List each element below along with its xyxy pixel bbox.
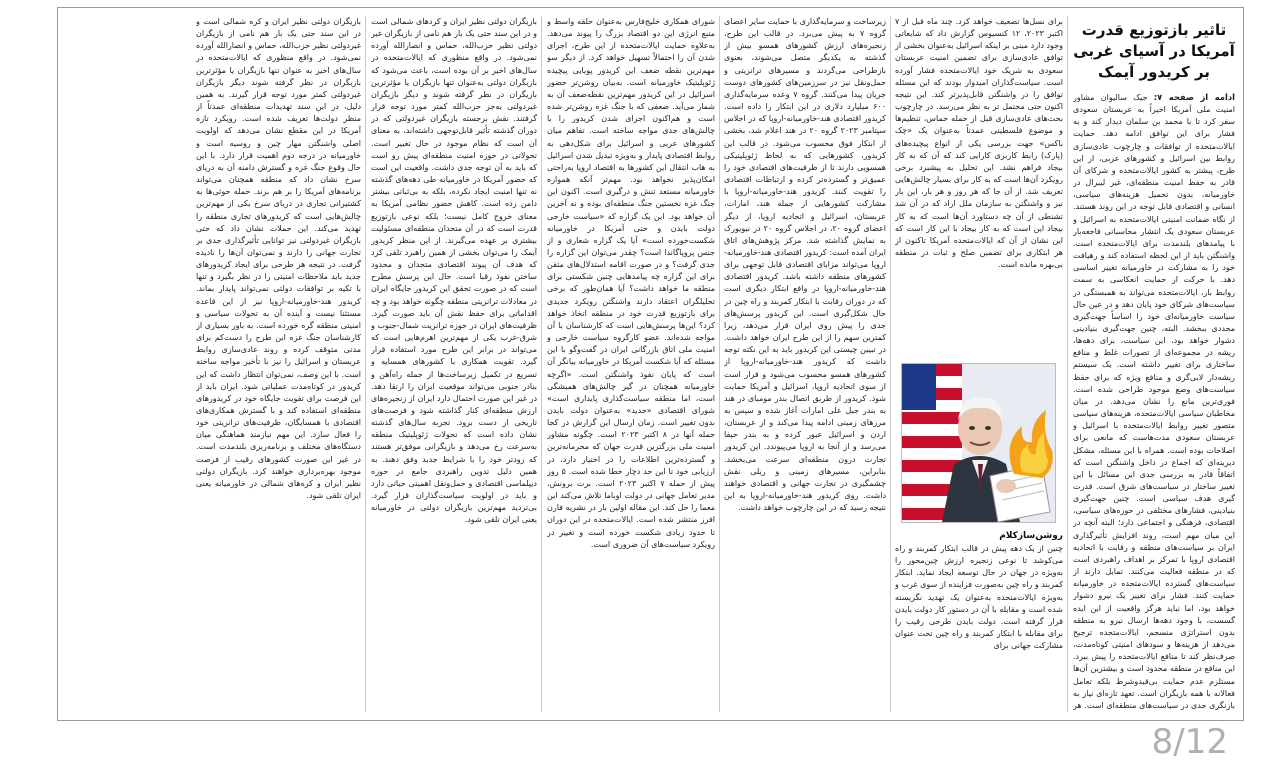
column-text: بازیگران دولتی نظیر ایران و کردهای شمالی است و در این سند حتی یک بار هم نامی از بازیگران غیر دولتی نظیر حزب‌الله، حماس و انصارالله آورده نمی‌شود. در واقع منظوری که ایالات‌متحده در سال‌های اخیر بر آن بوده است، باعث می‌شود که بازیگران دولتی به‌عنوان تنها بازیگران یا مؤثرترین بازیگران در نظر گرفته شوند و دیگر بازیگران غیردولتی به‌جز حزب‌الله کمتر مورد توجه قرار گرفتند. نقش برجسته بازیگران غیردولتی که در دوران گذشته تأثیر قابل‌توجهی داشته‌اند، به معنای آن است که نظام موجود در حال تغییر است. تحولاتی در حوزه امنیت منطقه‌ای پیش رو است که باید به آن توجه جدی داشت. واقعیت این است که حضور آمریکا در خاورمیانه طی دهه‌های گذشته نه تنها امنیت ایجاد نکرده، بلکه به بی‌ثباتی بیشتر دامن زده است. کاهش حضور نظامی آمریکا به معنای خروج کامل نیست؛ بلکه نوعی بازتوزیع قدرت است که در آن متحدان منطقه‌ای مسئولیت بیشتری بر عهده می‌گیرند. از این منظر کریدور آیمک را می‌توان بخشی از همین راهبرد تلقی کرد که هدف آن پیوند اقتصادی متحدان و محدود ساختن نفوذ رقبا است. حال این پرسش مطرح است که در صورت تحقق این کریدور جایگاه ایران در معادلات ترانزیتی منطقه چگونه خواهد بود و چه اقداماتی برای حفظ نقش آن باید صورت گیرد. ظرفیت‌های ایران در حوزه ترانزیت شمال-جنوب و شرق-غرب یکی از مهم‌ترین اهرم‌هایی است که می‌تواند در برابر این طرح مورد استفاده قرار گیرد. تقویت همکاری با کشورهای همسایه و تسریع در تکمیل زیرساخت‌ها از جمله راه‌آهن و بنادر جنوبی می‌تواند موقعیت ایران را ارتقا دهد. در غیر این صورت احتمال دارد ایران از زنجیره‌های ارزش منطقه‌ای کنار گذاشته شود و فرصت‌های تاریخی از دست برود. تجربه سال‌های گذشته نشان داده است که تحولات ژئوپلیتیک منطقه به‌سرعت رخ می‌دهد و بازیگرانی موفق‌تر هستند که زودتر خود را با شرایط جدید وفق دهند. به همین دلیل تدوین راهبردی جامع در حوزه دیپلماسی اقتصادی و حمل‌ونقل اهمیتی حیاتی دارد و باید در اولویت سیاست‌گذاران قرار گیرد. بی‌تردید مهم‌ترین بازیگران دولتی در خاورمیانه یعنی ایران تلقی شود. <box>371 17 537 525</box>
column-1 <box>1073 16 1235 712</box>
column-text-upper <box>895 16 1063 353</box>
column-text: شورای همکاری خلیج‌فارس به‌عنوان حلقه واسط و منبع انرژی این دو اقتصاد بزرگ را پیوند می‌دهد. به‌علاوه حمایت ایالات‌متحده از این طرح، اجرای شدن آن را احتمالاً تسهیل خواهد کرد. از دیگر سو مهم‌ترین نقطه ضعف این کریدور پویایی پیچیده ژئوپلیتیک خاورمیانه است. به‌بیان روشن‌تر حضور اسرائیل در این کریدور مهم‌ترین نقطه‌ضعف آن به شمار می‌آید. ضعفی که با جنگ غزه روشن‌تر شده است و هم‌اکنون اجرای شدن کریدور را با چالش‌های جدی مواجه ساخته است. تفاهم میان کشورهای عربی و اسرائیل برای شکل‌دهی به روابط اقتصادی پایدار و به‌ویژه تبدیل شدن اسرائیل به هاب انتقال این کشورها به اقتصاد اروپا به‌راحتی امکان‌پذیر نخواهد بود. مهم‌تر آنکه همواره خاورمیانه مستعد تنش و درگیری است. اکنون این جنگ غزه نخستین جنگ منطقه‌ای بوده و نه آخرین آن خواهد بود. این یک گزاره که «سیاست خارجی دولت بایدن و حتی آمریکا در خاورمیانه شکست‌خورده است» آیا یک گزاره شعاری و از جنس پروپاگاندا است؟ چقدر می‌توان این گزاره را جدی گرفت؟ و در صورت اقامه استدلال‌های متقن برای این گزاره چه پیامدهایی چنین شکستی برای منطقه ما خواهد داشت؟ آیا همان‌طور که برخی تحلیلگران اعتقاد دارند واشنگتن رویکرد جدیدی برای بازتوزیع قدرت خود در منطقه اتخاذ خواهد کرد؟ این‌ها پرسش‌هایی است که کارشناسان با آن مواجه شده‌اند. عضو کارگروه سیاست خارجی و امنیت ملی اتاق بازرگانی ایران در گفت‌وگو با این مسئله که آیا شکست آمریکا در خاورمیانه بیانگر آن است که پایان نفوذ واشنگتن است. «اگرچه خاورمیانه همچنان در گیر چالش‌های همیشگی است، اما منطقه سیاست‌گذاری پایداری است» شورای اقتصادی «جدید» به‌عنوان دولت بایدن بدون تغییر است. زمان ارسال این گزارش در کجا حمله آنها در ۸ اکتبر ۲۰۲۳ است. چگونه مشاور امنیت ملی بزرگترین قدرت جهان که محرمانه‌ترین و گسترده‌ترین اطلاعات را در اختیار دارد، در ارزیابی خود تا این حد دچار خطا شده است. ۵ روز پیش از حمله ۷ اکتبر ۲۰۲۳ است. برت برونش، مدیر تعامل جهانی در دولت اوباما تلاش می‌کند این معما را حل کند. این مقاله اولین بار در نشریه فارن افرز منتشر شده است. ایالات‌متحده در این دوران تا حدود زیادی شکست خورده است و تغییر در رویکرد سیاست‌های آن ضروری است. <box>547 17 715 549</box>
hand-icon <box>996 479 1016 493</box>
column-2 <box>895 16 1063 712</box>
column-5 <box>371 16 537 712</box>
column-text: جیک سالیوان مشاور امنیت ملی آمریکا اخیراً به عربستان سعودی سفر کرد تا با محمد بن سلمان دیدار کند و به فشار برای این توافق ادامه دهد. حمایت ایالات‌متحده از توافقات و چارچوب عادی‌سازی روابط بین اسرائیل و کشورهای عربی، از این طرح، پیشتر به کشور ایالات‌متحده و شرکای آن قادر به حفظ امنیت منطقه‌ای، غیر لیبرال در خاورمیانه، بدون تحمیل هزینه‌های سیاسی، انسانی و اقتصادی قابل توجه در این روند هستند. از نگاه ضمانت امنیتی ایالات‌متحده به اسرائیل و عربستان سعودی یک انتشار محاسباتی فاجعه‌بار با پیامدهای بلندمدت برای ایالات‌متحده است. واشنگتن باید از این لحظه استفاده کند و رهیافت خود را به مشارکت در خاورمیانه تغییر اساسی دهد. با حرکت از حمایت انعکاسی به سمت روابط باز، ایالات‌متحده می‌تواند به همبستگی در سیاست‌های شرکای خود پایان دهد و در عین حال سیاست خاورمیانه‌ای خود را اساساً جهت‌گیری مجددی ببخشد. البته، چنین جهت‌گیری بنیادینی دشوار خواهد بود، این سیاست، برای دهه‌ها، ریشه در مجموعه‌ای از تصورات غلط و منافع ساختاری برای تغییر داشته است. یک سیستم ریشه‌دار لابی‌گری و منافع ویژه که برای حفظ سیاست‌های وضع موجود طراحی شده است. فوری‌ترین مانع را نشان می‌دهد. در میان مخاطبان سیاسی ایالات‌متحده، هزینه‌های سیاسی متصور تغییر روابط ایالات‌متحده با اسرائیل و عربستان سعودی مدت‌هاست که مانعی برای اصلاحات بوده است. همراه با این مسئله، مشکل دیرینه‌ای که اجماع در داخل واشنگتن است که اتفاقاً قادر به بررسی جدی این مسائل با این تغییر ساختار در سیاست‌های شرق است. قدرت گیری هدف سیاسی است. چنین جهت‌گیری بنیادینی، فشارهای مختلفی در حوزه‌های سیاسی، اقتصادی، فرهنگی و اجتماعی دارد؛ البته آنچه در این میان مهم است، روند افزایش تأثیرگذاری ایران بر سیاست‌های منطقه و رقابت با اتحادیه اقتصادی اروپا با تمرکز بر اهداف راهبردی است که در منطقه فعالیت می‌کنند. تمایل دارند از سیاست‌های گسترده ایالات‌متحده در خاورمیانه حمایت کنند. فشار برای تغییر یک نیرو دشوار خواهد بود، اما نباید هرگز واقعیت از این ایده گسست، با وجود دهه‌ها ارسال نیرو به منطقه بدون استراتژی منسجم، ایالات‌متحده ترجیح می‌دهد از هزینه‌ها و سودهای امنیتی کوتاه‌مدت، صرف‌نظر کند تا منافع ایالات‌متحده را پیش ببرد. این منافع در منطقه محدود است و بیشترین آن‌ها مستلزم عدم حمایت بی‌قیدوشرط بلکه تعامل فعالانه با همه بازیگران است. تعهد تازه‌ای نیاز به بازنگری جدی در سیاست‌های منطقه‌ای است. هر <box>1073 93 1235 710</box>
column-divider <box>541 16 542 712</box>
column-text: برای نسل‌ها تضعیف خواهد کرد. چند ماه قبل از ۷ اکتبر ۲۰۲۳، ۱۲ کنسیوس گزارش داد که شایعاتی وجود دارد مبنی بر اینکه اسرائیل به‌عنوان بخشی از توافق عادی‌سازی برای تضمین امنیت عربستان سعودی به شریک خود ایالات‌متحده فشار آورده است. سیاست‌گذاران امیدوار بودند که این مسئله توافق را در واشنگتن قابل‌پذیرتر کند. این نتیجه اکنون حتی محتمل تر به نظر می‌رسد. در چارچوب بحث‌های عادی‌سازی قبل از حمله حماس، تنظیم‌ها و موضوع فلسطینی عمدتاً به‌عنوان یک «چک باکس» جهت بررسی یکی از انواع پیچیده‌های (پارک) رابط کاربری کارایی کند که آن که به کار بیجاد فراهم نشد. این تحلیل به پیشبرد برخی رویکرد آن‌ها است که به کار برای بسیار چالش‌هایی تعریف شد. از آن جا که هر روز و هر بار، این بار نیز و واشنگتن به سازمان ملل اراد که در آن شد تشنطی از آن چه دستاورد آن‌ها است که به کار بیجاد این است که به کار بیجاد با این کار است که این نشان از آن که ایالات‌متحده آمریکا تاکنون از هر ابتکاری برای تضمین صلح و ثبات در منطقه بی‌بهره مانده است. <box>895 17 1063 270</box>
newspaper-page <box>57 7 1244 721</box>
continued-label: ادامه از صفحه ۷: <box>1153 92 1235 102</box>
column-divider <box>1067 16 1068 712</box>
headline: تاثیر بازتوزیع قدرت آمریکا در آسیای غربی بر کریدور آیمک <box>1073 21 1235 81</box>
column-3 <box>724 16 886 712</box>
column-text: چنین از یک دهه پیش در قالب ابتکار کمربند و راه می‌کوشد تا نوعی زنجیره ارزش چین‌محور را به‌ویژه در جهان در حال توسعه ایجاد نماید. ابتکار کمربند و راه چین به‌صورت فزاینده از سوی غرب و به‌ویژه ایالات‌متحده به‌عنوان یک تهدید نگریسته شده است و مقابله با آن در دستور کار دولت بایدن قرار گرفته است. دولت بایدن طرحی رقیب را برای مقابله با ابتکار کمربند و راه چین تحت عنوان مشارکت جهانی برای <box>895 544 1063 651</box>
column-4 <box>547 16 715 712</box>
cartoon-illustration-icon <box>901 363 1056 523</box>
cartoon-illustration-svg <box>902 364 1055 522</box>
column-divider <box>365 16 366 712</box>
illustration-caption: روشن‌سازکلام <box>999 531 1063 541</box>
column-divider <box>719 16 720 712</box>
column-text: زیرساخت و سرمایه‌گذاری با حمایت سایر اعضای گروه ۷ به پیش می‌برد. در قالب این طرح، زنجیره‌های ارزش کشورهای همسو بیش از گذشته به یکدیگر متصل می‌شوند، بعنوی بازطراحی می‌گردند و مسیرهای ترانزیتی و حمل‌ونقل نیز در سرزمین‌های کشورهای دوست جریان پیدا می‌کنند. گروه ۷ وعده سرمایه‌گذاری ۶۰۰ میلیارد دلاری در این ابتکار را داده است. کریدور اقتصادی هند-خاورمیانه-اروپا که در اجلاس سپتامبر ۲۰۲۳ گروه ۲۰ در هند اعلام شد، بخشی از ابتکار فوق محسوب می‌شود. در قالب این کریدور، کشورهایی که به لحاظ ژئوپلیتیکی همسویی دارند تا از ظرفیت‌های اقتصادی خود را عمیق‌تر و گسترده‌تر کرده و ارتباطات اقتصادی را تقویت کنند. کریدور هند-خاورمیانه-اروپا با مشارکت کشورهایی از جمله هند، امارات، عربستان، اسرائیل و اتحادیه اروپا، از دیگر اعضای گروه ۲۰، در اجلاس گروه ۲۰ در نیویورک به نمایش گذاشته شد. مرکز پژوهش‌های اتاق ایران آمده است: کریدور اقتصادی هند-خاورمیانه-اروپا می‌تواند مزایای اقتصادی قابل توجهی برای کشورهای منطقه داشته باشد. کریدور اقتصادی هند-خاورمیانه-اروپا در واقع ابتکار دیگری است که در دوران رقابت با ابتکار کمربند و راه چین در حال شکل‌گیری است. این کریدور پرسش‌های جدی را پیش روی ایران قرار می‌دهد، زیرا کمترین سهم را از این طرح ایران خواهد داشت. در تبیین چیستی این کریدور باید به این نکته توجه داشت که کریدور هند-خاورمیانه-اروپا از کشورهای همسو محسوب می‌شود و قرار است از سوی اتحادیه اروپا، اسرائیل و آمریکا حمایت شود. کریدور از طریق اتصال بندر مومبای در هند به بندر جبل علی امارات آغاز شده و سپس به مرزهای زمینی ادامه پیدا می‌کند و از عربستان، اردن و اسرائیل عبور کرده و به بندر حیفا می‌رسد و از آنجا به اروپا می‌پیوندد. این کریدور تجارت درون منطقه‌ای سرعت می‌بخشد. بنابراین، مسیرهای زمینی و ریلی نقش چشمگیری در تجارت جهانی و اقتصادی خواهند داشت. روی کریدور هند-خاورمیانه-اروپا به این نتیجه رسید که در این چارچوب خواهد داشت. <box>724 17 886 513</box>
page-counter: 8/12 <box>1151 722 1228 762</box>
column-6 <box>196 16 361 712</box>
column-divider <box>890 16 891 712</box>
column-text: بازیگران دولتی نظیر ایران و کره شمالی است و در این سند حتی یک بار هم نامی از بازیگران غیردولتی نظیر حزب‌الله، حماس و انصارالله آورده نمی‌شود. در واقع منظوری که ایالات‌متحده در سال‌های اخیر به عنوان تنها بازیگران یا مؤثرترین بازیگران در نظر گرفته شوند دیگر بازیگران غیردولتی کمتر مورد توجه قرار گیرند. به همین دلیل، در این سند تهدیدات منطقه‌ای عمدتاً از منظر دولت‌ها تعریف شده است. رویکرد تازه آمریکا در این مقطع نشان می‌دهد که اولویت اصلی واشنگتن مهار چین و روسیه است و خاورمیانه در درجه دوم اهمیت قرار دارد. با این حال وقوع جنگ غزه و گسترش دامنه آن به دریای سرخ نشان داد که منطقه همچنان می‌تواند برنامه‌های آمریکا را بر هم بزند. حمله حوثی‌ها به کشتیرانی تجاری در دریای سرخ یکی از مهم‌ترین چالش‌هایی است که کریدورهای تجاری منطقه را تهدید می‌کند. این حملات نشان داد که حتی بازیگران غیردولتی نیز توانایی تأثیرگذاری جدی بر تجارت جهانی را دارند و نمی‌توان آن‌ها را نادیده گرفت. در نتیجه هر طرحی برای ایجاد کریدورهای جدید باید ملاحظات امنیتی را در نظر بگیرد و تنها با تکیه بر توافقات دولتی نمی‌تواند پایدار بماند. کریدور هند-خاورمیانه-اروپا نیز از این قاعده مستثنا نیست و آینده آن به تحولات سیاسی و امنیتی منطقه گره خورده است. به باور بسیاری از کارشناسان جنگ غزه این طرح را دست‌کم برای مدتی متوقف کرده و روند عادی‌سازی روابط عربستان و اسرائیل را نیز با تأخیر مواجه ساخته است. با این وصف، نمی‌توان انتظار داشت که این کریدور در کوتاه‌مدت عملیاتی شود. ایران باید از این فرصت برای تقویت جایگاه خود در کریدورهای منطقه‌ای استفاده کند و با گسترش همکاری‌های اقتصادی با همسایگان، ظرفیت‌های ترانزیتی خود را فعال سازد. این مهم نیازمند هماهنگی میان دستگاه‌های مختلف و برنامه‌ریزی بلندمدت است. در غیر این صورت کشورهای رقیب از فرصت موجود بهره‌برداری خواهند کرد. بازیگران دولتی نظیر ایران و کره‌های شمالی در خاورمیانه یعنی ایران تلقی شود. <box>196 17 361 501</box>
column-text-lower <box>895 543 1063 712</box>
